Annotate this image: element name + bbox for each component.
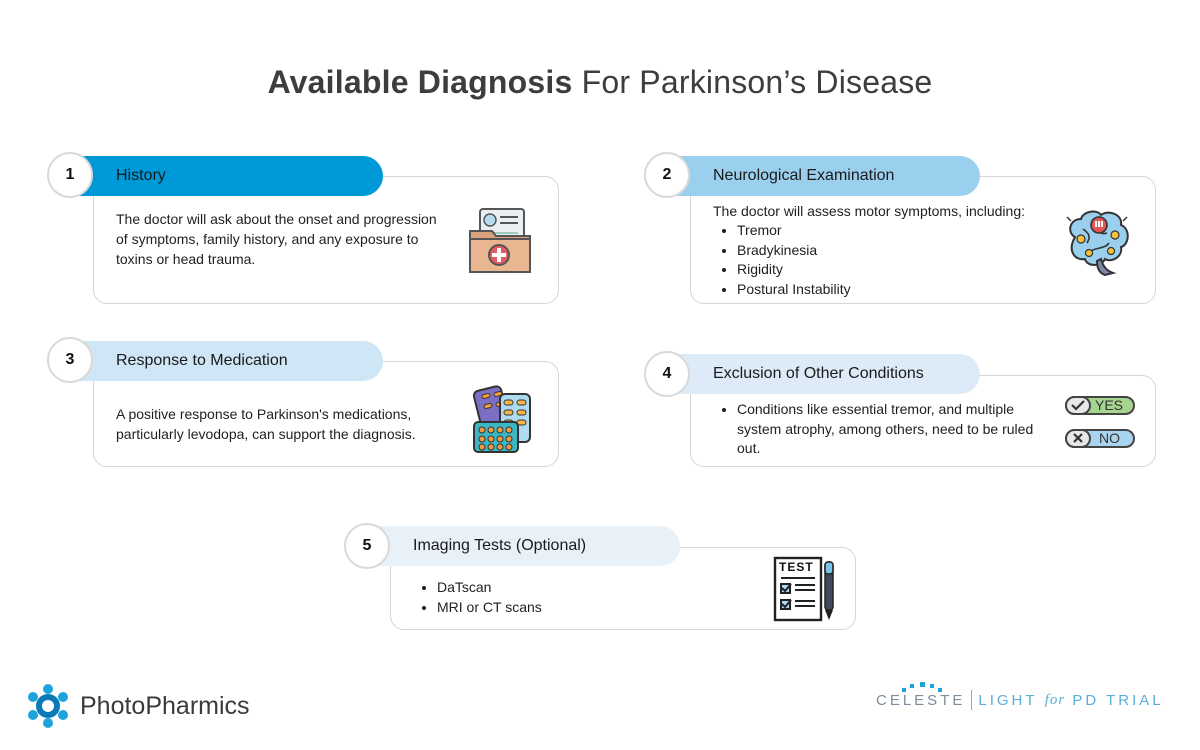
yes-no-checklist-icon xyxy=(1065,396,1137,455)
photopharmics-mark-icon xyxy=(26,684,70,728)
celeste-arc-icon xyxy=(894,680,954,694)
step-number-3: 3 xyxy=(47,337,93,383)
medication-heading: Response to Medication xyxy=(116,352,288,369)
celeste-logo xyxy=(876,690,1164,710)
neuro-intro: The doctor will assess motor symptoms, including: xyxy=(713,203,1025,219)
brand-name: PhotoPharmics xyxy=(80,691,250,720)
list-item: • Conditions like essential tremor, and multiple system atrophy, among others, need to be ruled out. xyxy=(737,400,1057,459)
history-heading: History xyxy=(116,167,166,184)
photopharmics-logo xyxy=(26,684,250,728)
list-item: • Bradykinesia xyxy=(737,241,851,261)
list-item: • MRI or CT scans xyxy=(437,598,542,618)
brain-icon xyxy=(1061,207,1133,282)
title-bold: Available Diagnosis xyxy=(267,64,573,100)
pd-trial-text: PD TRIAL xyxy=(1072,691,1164,709)
history-text: The doctor will ask about the onset and progression of symptoms, family history, and any exposure to toxins or head trauma. xyxy=(116,211,437,267)
tab-response-to-medication xyxy=(70,341,383,381)
celeste-text: CELESTE xyxy=(876,691,966,709)
title-rest: For Parkinson’s Disease xyxy=(572,64,933,100)
celeste-divider xyxy=(971,690,972,710)
test-clipboard-icon xyxy=(773,554,839,629)
list-item: • DaTscan xyxy=(437,578,542,598)
light-text: LIGHT xyxy=(978,691,1038,709)
no-label: NO xyxy=(1099,430,1120,446)
for-text: for xyxy=(1044,691,1066,708)
tab-imaging-tests xyxy=(367,526,680,566)
medical-folder-icon xyxy=(466,207,536,282)
step-number-2: 2 xyxy=(644,152,690,198)
neuro-heading: Neurological Examination xyxy=(713,167,895,184)
list-item: • Rigidity xyxy=(737,260,851,280)
imaging-bullet-list xyxy=(413,578,542,617)
exclusion-heading: Exclusion of Other Conditions xyxy=(713,365,924,382)
step-number-1: 1 xyxy=(47,152,93,198)
tab-neurological-exam xyxy=(667,156,980,196)
list-item: • Tremor xyxy=(737,221,851,241)
imaging-heading: Imaging Tests (Optional) xyxy=(413,537,587,554)
medication-text: A positive response to Parkinson's medications, particularly levodopa, can support the diagnosis. xyxy=(116,406,416,442)
step-number-4: 4 xyxy=(644,351,690,397)
neuro-bullet-list xyxy=(713,221,851,299)
exclusion-bullet-list xyxy=(713,400,1057,459)
tab-exclusion-of-other-conditions xyxy=(667,354,980,394)
test-label-icon: TEST xyxy=(779,560,814,574)
yes-label: YES xyxy=(1095,397,1124,413)
step-number-5: 5 xyxy=(344,523,390,569)
list-item: • Postural Instability xyxy=(737,280,851,300)
pills-icon xyxy=(472,384,538,461)
tab-history xyxy=(70,156,383,196)
page-title xyxy=(0,64,1200,101)
